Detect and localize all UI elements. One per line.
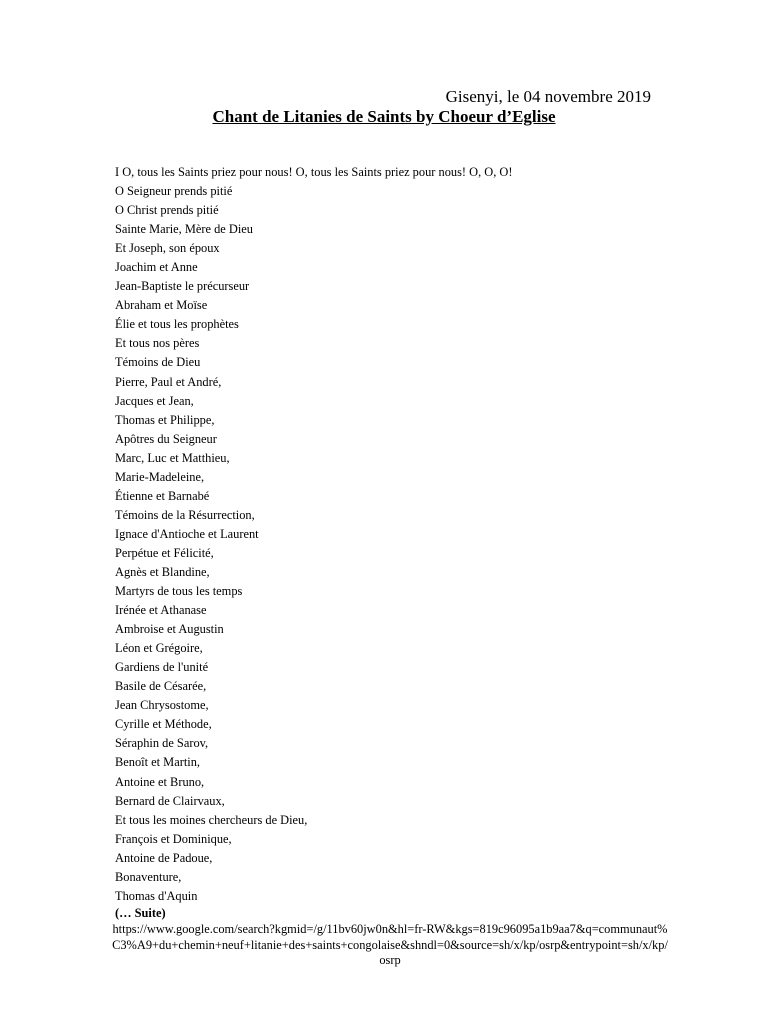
litany-line: Thomas et Philippe,: [115, 412, 215, 427]
litany-line: Bernard de Clairvaux,: [115, 793, 225, 808]
litany-line: Thomas d'Aquin: [115, 888, 198, 903]
litany-line: Étienne et Barnabé: [115, 488, 210, 503]
litany-line: O Seigneur prends pitié: [115, 184, 233, 199]
litany-line: Séraphin de Sarov,: [115, 736, 209, 751]
litany-line: Témoins de la Résurrection,: [115, 507, 255, 522]
litany-line: Ambroise et Augustin: [115, 622, 224, 637]
litany-line: Benoît et Martin,: [115, 755, 200, 770]
litany-line: Et tous les moines chercheurs de Dieu,: [115, 812, 308, 827]
litany-line: Antoine et Bruno,: [115, 774, 205, 789]
litany-line: Cyrille et Méthode,: [115, 717, 212, 732]
document-title: Chant de Litanies de Saints by Choeur d’Eglise: [212, 107, 556, 126]
litany-line: Jacques et Jean,: [115, 393, 194, 408]
litany-line: Sainte Marie, Mère de Dieu: [115, 222, 253, 237]
litany-line: François et Dominique,: [115, 831, 232, 846]
source-url: https://www.google.com/search?kgmid=/g/11bv60jw0n&hl=fr-RW&kgs=819c96095a1b9aa7&q=communaut%C3%A9+du+chemin+neuf+litanie+des+saints+congolaise&shndl=0&source=sh/x/kp/osrp&entrypoint=sh/x/kp/osrp: [112, 922, 668, 967]
litany-line: Martyrs de tous les temps: [115, 584, 243, 599]
litany-line: Joachim et Anne: [115, 260, 198, 275]
litany-line: Gardiens de l'unité: [115, 660, 209, 675]
litany-line: Abraham et Moïse: [115, 298, 208, 313]
litany-line: Pierre, Paul et André,: [115, 374, 222, 389]
litany-line: I O, tous les Saints priez pour nous! O, tous les Saints priez pour nous! O, O, O!: [115, 165, 513, 179]
litany-line: Irénée et Athanase: [115, 603, 207, 618]
litany-line: Apôtres du Seigneur: [115, 431, 217, 446]
date-line: Gisenyi, le 04 novembre 2019: [445, 87, 651, 106]
litany-lines: [115, 163, 513, 906]
litany-line: Basile de Césarée,: [115, 679, 207, 694]
litany-line: Élie et tous les prophètes: [115, 317, 239, 332]
litany-line: Agnès et Blandine,: [115, 564, 210, 579]
litany-line: Jean Chrysostome,: [115, 698, 209, 713]
litany-line: Et Joseph, son époux: [115, 241, 220, 256]
litany-line: Perpétue et Félicité,: [115, 545, 214, 560]
litany-line: O Christ prends pitié: [115, 203, 219, 218]
litany-line: Léon et Grégoire,: [115, 641, 203, 656]
litany-line: Et tous nos pères: [115, 336, 200, 351]
litany-line: Bonaventure,: [115, 869, 182, 884]
suite-label: (… Suite): [115, 906, 166, 920]
litany-line: Ignace d'Antioche et Laurent: [115, 526, 259, 541]
litany-line: Jean-Baptiste le précurseur: [115, 279, 250, 294]
litany-line: Témoins de Dieu: [115, 355, 201, 370]
litany-line: Marc, Luc et Matthieu,: [115, 450, 230, 465]
litany-line: Marie-Madeleine,: [115, 469, 205, 484]
litany-line: Antoine de Padoue,: [115, 850, 213, 865]
